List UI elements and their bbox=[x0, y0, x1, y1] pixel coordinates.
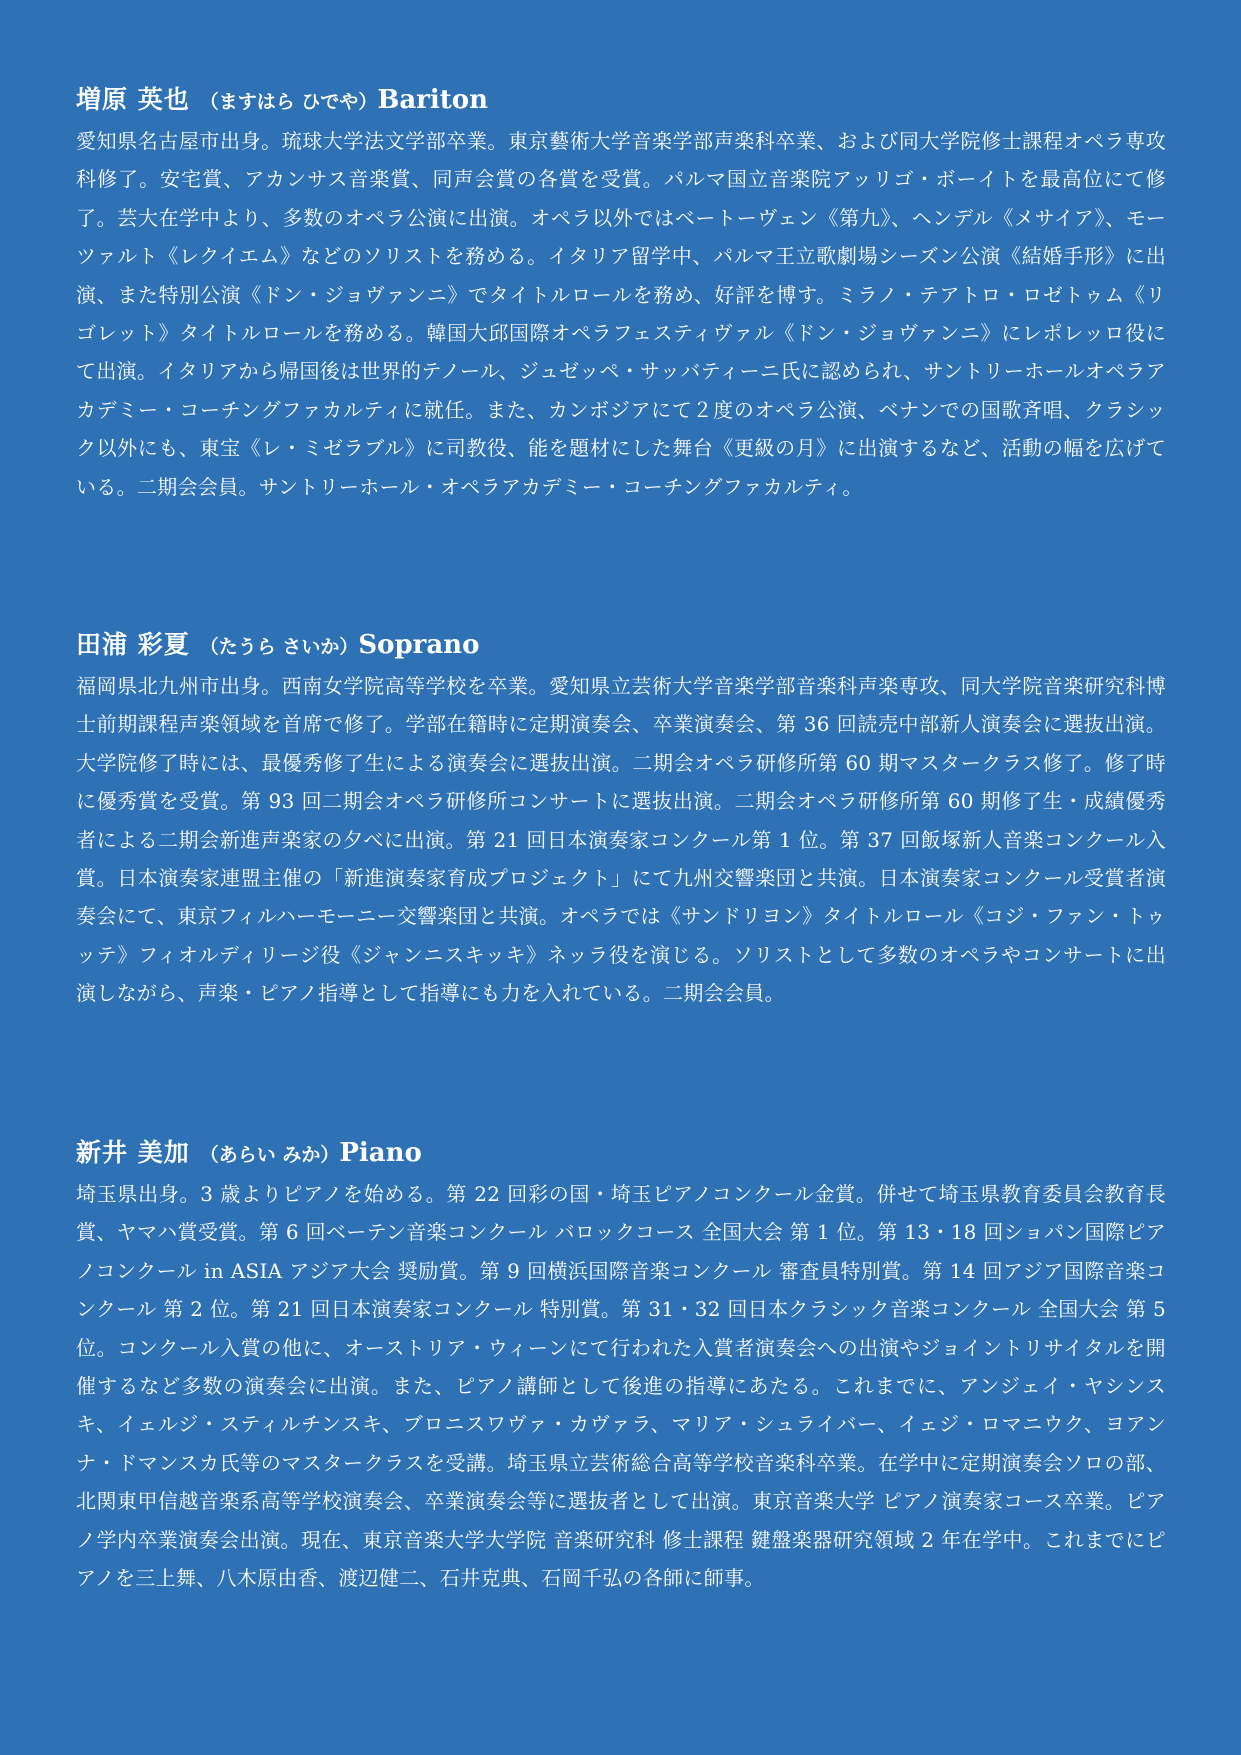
performer-name: 田浦 彩夏 bbox=[76, 630, 190, 659]
name-reading: （たうら さいか） bbox=[199, 636, 359, 658]
bio-heading bbox=[76, 80, 1166, 120]
voice-part: Piano bbox=[339, 1138, 422, 1168]
bio-baritone bbox=[76, 80, 1166, 506]
performer-name: 増原 英也 bbox=[76, 85, 190, 114]
bio-heading bbox=[76, 625, 1166, 665]
bio-piano bbox=[76, 1133, 1166, 1597]
biography-text: 福岡県北九州市出身。西南女学院高等学校を卒業。愛知県立芸術大学音楽学部音楽科声楽専攻、同大学院音楽研究科博士前期課程声楽領域を首席で修了。学部在籍時に定期演奏会、卒業演奏会、第 36 回読売中部新人演奏会に選抜出演。大学院修了時には、最優秀修了生による演奏会に選抜出演。二期会オペラ研修所第 60 期マスタークラス修了。修了時に優秀賞を受賞。第 93 回二期会オペラ研修所コンサートに選抜出演。二期会オペラ研修所第 60 期修了生・成績優秀者による二期会新進声楽家の夕べに出演。第 21 回日本演奏家コンクール第 1 位。第 37 回飯塚新人音楽コンクール入賞。日本演奏家連盟主催の「新進演奏家育成プロジェクト」にて九州交響楽団と共演。日本演奏家コンクール受賞者演奏会にて、東京フィルハーモーニー交響楽団と共演。オペラでは《サンドリヨン》タイトルロール《コジ・ファン・トゥッテ》フィオルディリージ役《ジャンニスキッキ》ネッラ役を演じる。ソリストとして多数のオペラやコンサートに出演しながら、声楽・ピアノ指導として指導にも力を入れている。二期会会員。 bbox=[76, 674, 1166, 1006]
voice-part: Bariton bbox=[377, 85, 488, 115]
performer-name: 新井 美加 bbox=[76, 1138, 190, 1167]
name-reading: （ますはら ひでや） bbox=[199, 91, 378, 113]
bio-soprano bbox=[76, 625, 1166, 1013]
biography-text: 愛知県名古屋市出身。琉球大学法文学部卒業。東京藝術大学音楽学部声楽科卒業、および同大学院修士課程オペラ専攻科修了。安宅賞、アカンサス音楽賞、同声会賞の各賞を受賞。パルマ国立音楽院アッリゴ・ボーイトを最高位にて修了。芸大在学中より、多数のオペラ公演に出演。オペラ以外ではベートーヴェン《第九》、ヘンデル《メサイア》、モーツァルト《レクイエム》などのソリストを務める。イタリア留学中、パルマ王立歌劇場シーズン公演《結婚手形》に出演、また特別公演《ドン・ジョヴァンニ》でタイトルロールを務め、好評を博す。ミラノ・テアトロ・ロゼトゥム《リゴレット》タイトルロールを務める。韓国大邱国際オペラフェスティヴァル《ドン・ジョヴァンニ》にレポレッロ役にて出演。イタリアから帰国後は世界的テノール、ジュゼッペ・サッバティーニ氏に認められ、サントリーホールオペラアカデミー・コーチングファカルティに就任。また、カンボジアにて２度のオペラ公演、ベナンでの国歌斉唱、クラシック以外にも、東宝《レ・ミゼラブル》に司教役、能を題材にした舞台《更級の月》に出演するなど、活動の幅を広げている。二期会会員。サントリーホール・オペラアカデミー・コーチングファカルティ。 bbox=[76, 129, 1166, 499]
bio-heading bbox=[76, 1133, 1166, 1173]
name-reading: （あらい みか） bbox=[199, 1144, 340, 1166]
voice-part: Soprano bbox=[358, 630, 480, 660]
biography-text: 埼玉県出身。3 歳よりピアノを始める。第 22 回彩の国・埼玉ピアノコンクール金賞。併せて埼玉県教育委員会教育長賞、ヤマハ賞受賞。第 6 回ベーテン音楽コンクール バロックコース 全国大会 第 1 位。第 13・18 回ショパン国際ピアノコンクール in ASIA アジア大会 奨励賞。第 9 回横浜国際音楽コンクール 審査員特別賞。第 14 回アジア国際音楽コンクール 第 2 位。第 21 回日本演奏家コンクール 特別賞。第 31・32 回日本クラシック音楽コンクール 全国大会 第 5 位。コンクール入賞の他に、オーストリア・ウィーンにて行われた入賞者演奏会への出演やジョイントリサイタルを開催するなど多数の演奏会に出演。また、ピアノ講師として後進の指導にあたる。これまでに、アンジェイ・ヤシンスキ、イェルジ・スティルチンスキ、ブロニスワヴァ・カヴァラ、マリア・シュライバー、イェジ・ロマニウク、ヨアンナ・ドマンスカ氏等のマスタークラスを受講。埼玉県立芸術総合高等学校音楽科卒業。在学中に定期演奏会ソロの部、北関東甲信越音楽系高等学校演奏会、卒業演奏会等に選抜者として出演。東京音楽大学 ピアノ演奏家コース卒業。ピアノ学内卒業演奏会出演。現在、東京音楽大学大学院 音楽研究科 修士課程 鍵盤楽器研究領域 2 年在学中。これまでにピアノを三上舞、八木原由香、渡辺健二、石井克典、石岡千弘の各師に師事。 bbox=[76, 1182, 1166, 1591]
